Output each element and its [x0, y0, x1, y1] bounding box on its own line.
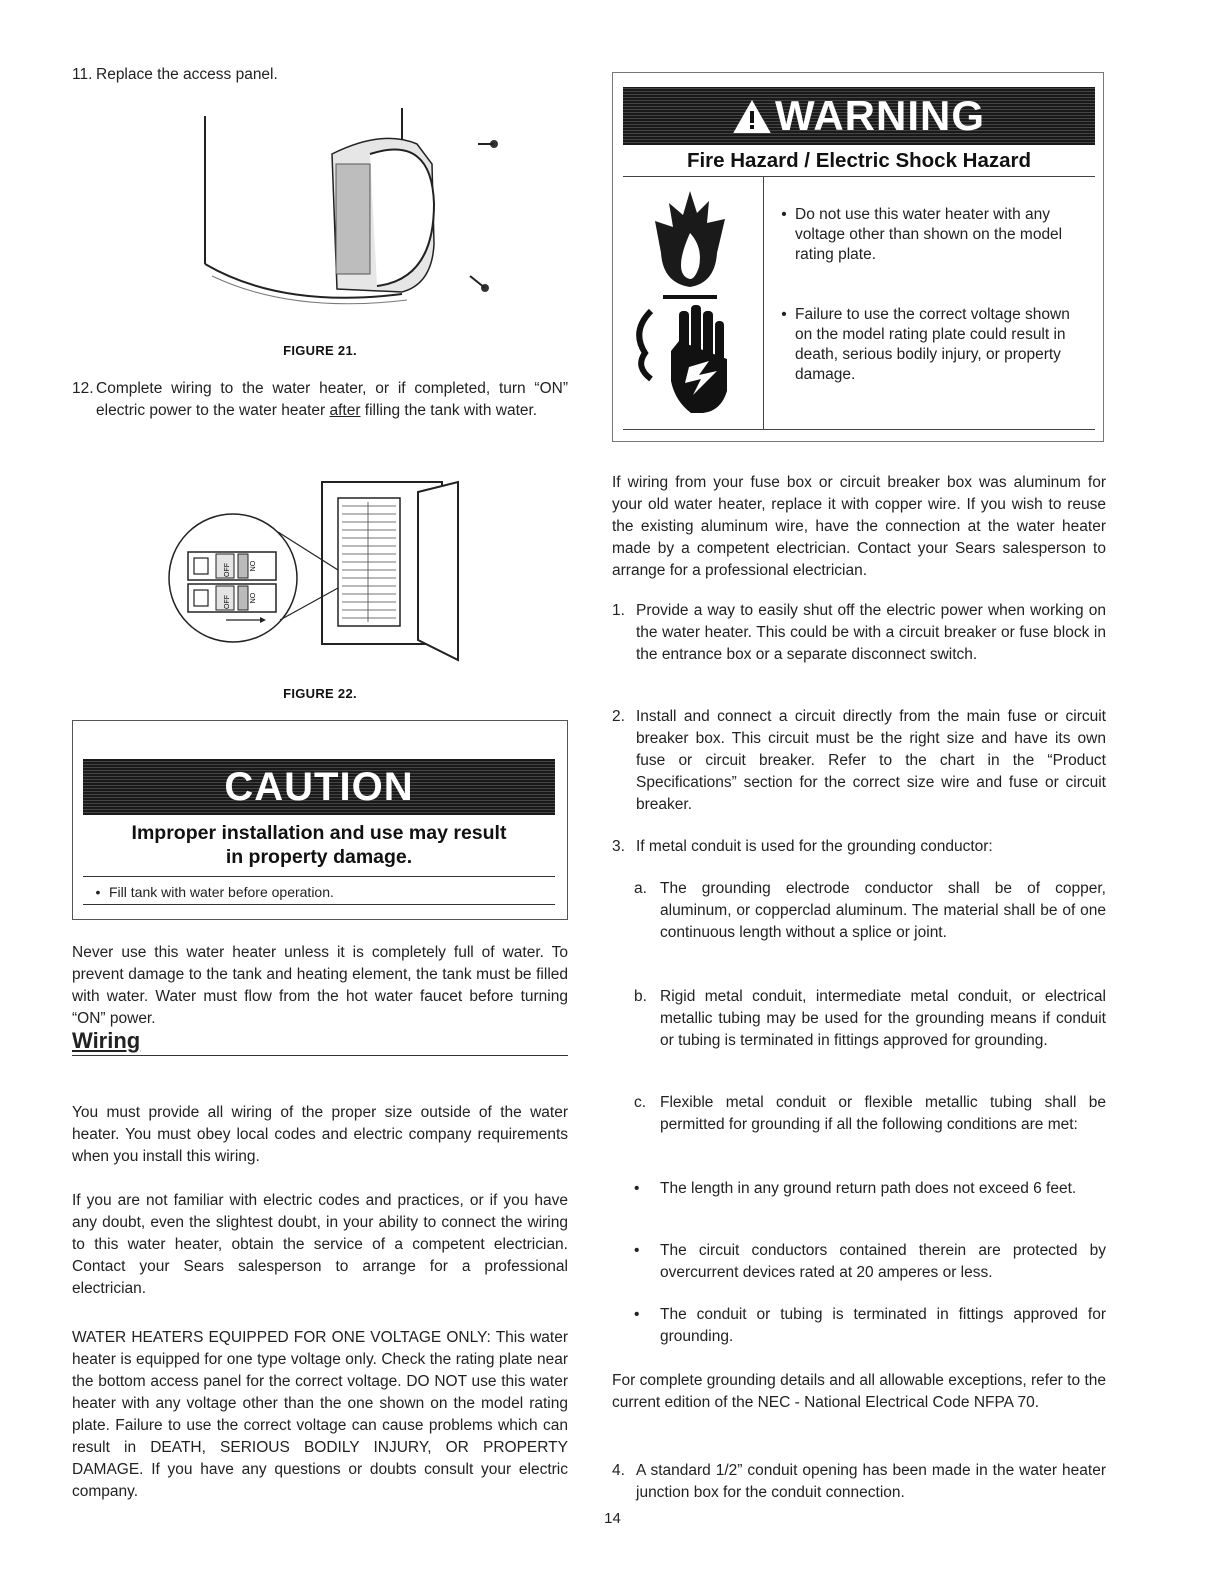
fire-hazard-icon: [645, 183, 735, 303]
caution-box: [72, 720, 568, 920]
sub-item-a: a. The grounding electrode conductor shall be of copper, aluminum, or copperclad aluminum. The material shall be of one continuous length without a splice or joint.: [634, 880, 1106, 941]
list-item-4: 4. A standard 1/2” conduit opening has been made in the water heater junction box for the conduit connection.: [612, 1462, 1106, 1501]
page-number: 14: [604, 1510, 621, 1527]
list-item-2: 2. Install and connect a circuit directly from the main fuse or circuit breaker box. This circuit must be the right size and have its own fuse or circuit breaker. Refer to the chart in the “Product Specifications” section for the correct size wire and fuse or circuit breaker.: [612, 708, 1106, 813]
wiring-heading: Wiring: [72, 1028, 141, 1053]
breaker-on-label-1: ON: [248, 560, 255, 572]
wiring-heading-container: [72, 1030, 568, 1056]
condition-bullet-3: • The conduit or tubing is terminated in fittings approved for grounding.: [634, 1306, 1106, 1345]
breaker-off-label-1: OFF: [224, 563, 231, 577]
paragraph-one-voltage: WATER HEATERS EQUIPPED FOR ONE VOLTAGE ONLY: This water heater is equipped for one type voltage only. Check the rating plate near the bottom access panel for the correct voltage. DO NOT use this water heater with any voltage other than the one shown on the model rating plate. Failure to use the correct voltage can cause problems which can result in DEATH, SERIOUS BODILY INJURY, OR PROPERTY DAMAGE. If you have any questions or doubts consult your electric company.: [72, 1329, 568, 1500]
figure-22-breaker-panel-illustration: [168, 470, 478, 675]
list-item-1: 1. Provide a way to easily shut off the electric power when working on the water heater. This could be with a circuit breaker or fuse block in the entrance box or a separate disconnect switch.: [612, 602, 1106, 663]
figure-21-caption: FIGURE 21.: [283, 343, 357, 358]
warning-hazard-title: Fire Hazard / Electric Shock Hazard: [686, 149, 1032, 172]
sub-item-c: c. Flexible metal conduit or flexible metallic tubing shall be permitted for grounding if all the following conditions are met:: [634, 1094, 1106, 1133]
breaker-on-label-2: ON: [248, 592, 255, 604]
warning-bullet-1: • Do not use this water heater with any voltage other than shown on the model rating plate.: [781, 206, 1063, 263]
list-item-3: 3. If metal conduit is used for the grounding conductor:: [612, 838, 993, 855]
sub-item-b: b. Rigid metal conduit, intermediate metal conduit, or electrical metallic tubing may be used for the grounding means if conduit or tubing is terminated in fittings approved for grounding.: [634, 988, 1106, 1049]
step-11: 11. Replace the access panel.: [72, 66, 278, 83]
paragraph-aluminum-wiring: If wiring from your fuse box or circuit breaker box was aluminum for your old water heater, replace it with copper wire. If you wish to reuse the existing aluminum wire, have the connection at the water heater made by a competent electrician. Contact your Sears salesperson to arrange for a professional electrician.: [612, 474, 1106, 579]
paragraph-grounding-details: For complete grounding details and all allowable exceptions, refer to the current edition of the NEC - National Electrical Code NFPA 70.: [612, 1372, 1106, 1411]
breaker-off-label-2: OFF: [224, 595, 231, 609]
step-12: 12. Complete wiring to the water heater, or if completed, turn “ON” electric power to the water heater after filling the tank with water.: [72, 380, 568, 419]
caution-banner: CAUTION: [83, 759, 555, 815]
caution-bullet: • Fill tank with water before operation.: [95, 884, 334, 900]
warning-banner: WARNING: [623, 87, 1095, 145]
warning-bullet-2: • Failure to use the correct voltage shown on the model rating plate could result in death, serious bodily injury, or property damage.: [781, 306, 1070, 383]
paragraph-never-use: Never use this water heater unless it is completely full of water. To prevent damage to the tank and heating element, the tank must be filled with water. Water must flow from the hot water faucet before turning “ON” power.: [72, 944, 568, 1027]
figure-22-caption: FIGURE 22.: [283, 686, 357, 701]
figure-21-access-panel-illustration: [202, 104, 502, 324]
caution-title: Improper installation and use may result in property damage.: [131, 822, 507, 868]
warning-box: [612, 72, 1104, 442]
condition-bullet-1: • The length in any ground return path does not exceed 6 feet.: [634, 1180, 1077, 1197]
paragraph-not-familiar: If you are not familiar with electric codes and practices, or if you have any doubt, even the slightest doubt, in your ability to connect the wiring to this water heater, obtain the service of a competent electrician. Contact your Sears salesperson to arrange for a professional electrician.: [72, 1192, 568, 1297]
warning-triangle-icon: [733, 100, 771, 134]
paragraph-provide-wiring: You must provide all wiring of the proper size outside of the water heater. You must obey local codes and electric company requirements when you install this wiring.: [72, 1104, 568, 1165]
electric-shock-icon: [631, 301, 741, 421]
condition-bullet-2: • The circuit conductors contained therein are protected by overcurrent devices rated at 20 amperes or less.: [634, 1242, 1106, 1281]
